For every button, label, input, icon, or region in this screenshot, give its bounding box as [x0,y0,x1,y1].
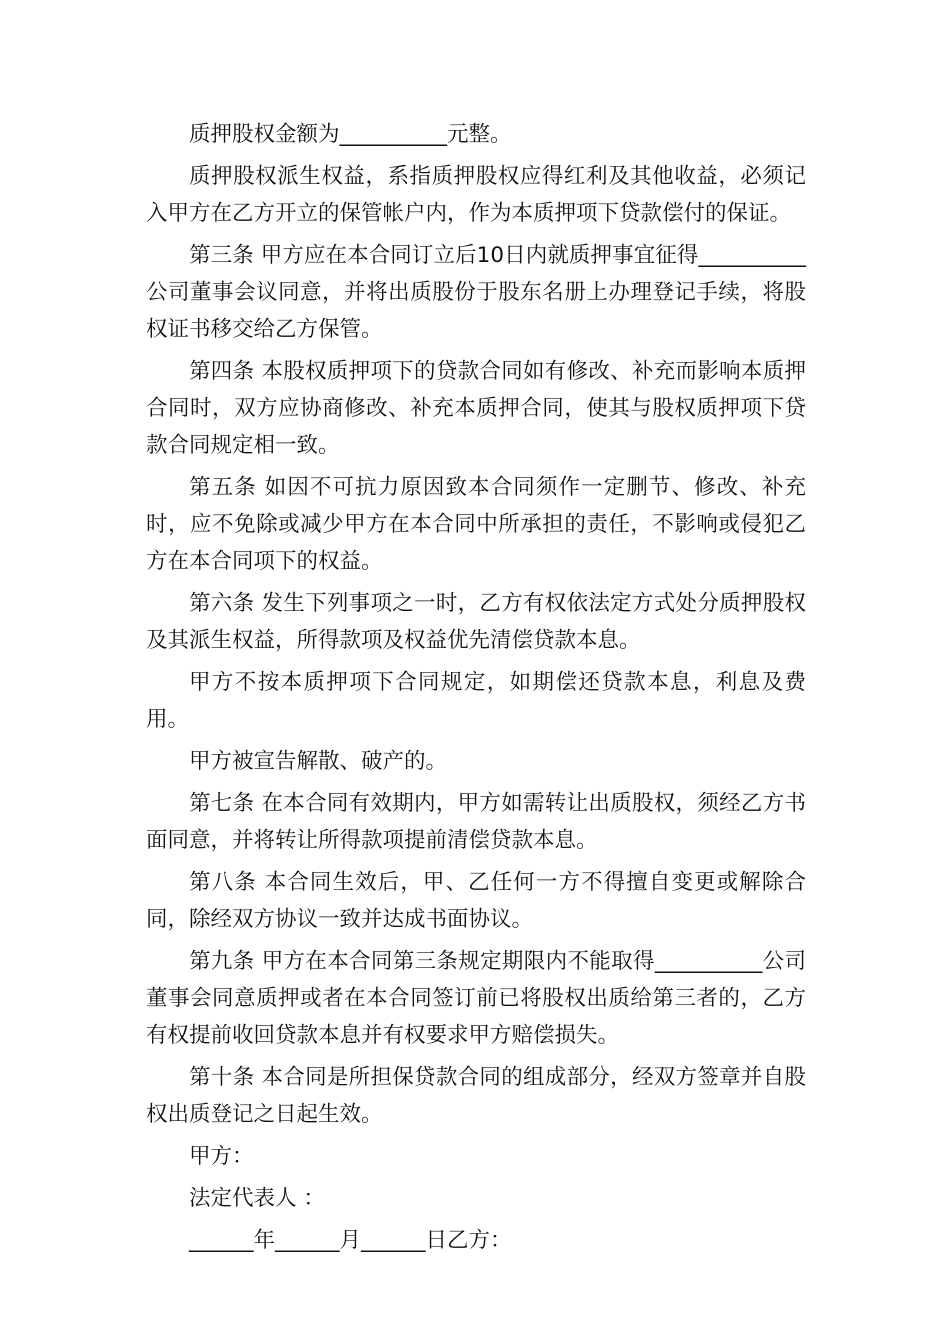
article-4-paragraph: 第四条 本股权质押项下的贷款合同如有修改、补充而影响本质押合同时，双方应协商修改、补充本质押合同，使其与股权质押项下贷款合同规定相一致。 [146,359,806,458]
article-10-paragraph: 第十条 本合同是所担保贷款合同的组成部分，经双方签章并自股权出质登记之日起生效。 [146,1065,806,1127]
article-6-item-1: 甲方不按本质押项下合同规定，如期偿还贷款本息，利息及费用。 [146,670,806,732]
article-6-paragraph: 第六条 发生下列事项之一时，乙方有权依法定方式处分质押股权及其派生权益，所得款项及权益优先清偿贷款本息。 [146,591,806,653]
document-page [146,116,806,1259]
article-5-paragraph: 第五条 如因不可抗力原因致本合同须作一定删节、修改、补充时，应不免除或减少甲方在本合同中所承担的责任，不影响或侵犯乙方在本合同项下的权益。 [146,475,806,574]
article-6-item-2: 甲方被宣告解散、破产的。 [189,749,448,774]
date-and-party-b-line: ______年______月______日乙方： [189,1228,512,1253]
article-8-paragraph: 第八条 本合同生效后，甲、乙任何一方不得擅自变更或解除合同，除经双方协议一致并达成书面协议。 [146,870,806,932]
derived-rights-paragraph: 质押股权派生权益，系指质押股权应得红利及其他收益，必须记入甲方在乙方开立的保管帐户内，作为本质押项下贷款偿付的保证。 [146,164,806,226]
pledge-amount-paragraph: 质押股权金额为__________元整。 [189,122,512,147]
article-9-paragraph: 第九条 甲方在本合同第三条规定期限内不能取得__________公司董事会同意质押或者在本合同签订前已将股权出质给第三者的，乙方有权提前收回贷款本息并有权要求甲方赔偿损失。 [146,949,806,1048]
article-3-paragraph: 第三条 甲方应在本合同订立后10日内就质押事宜征得__________公司董事会议同意，并将出质股份于股东名册上办理登记手续，将股权证书移交给乙方保管。 [146,243,806,342]
party-a-label: 甲方： [189,1144,254,1169]
legal-representative-label: 法定代表人 ： [189,1186,325,1211]
article-7-paragraph: 第七条 在本合同有效期内，甲方如需转让出质股权，须经乙方书面同意，并将转让所得款项提前清偿贷款本息。 [146,791,806,853]
